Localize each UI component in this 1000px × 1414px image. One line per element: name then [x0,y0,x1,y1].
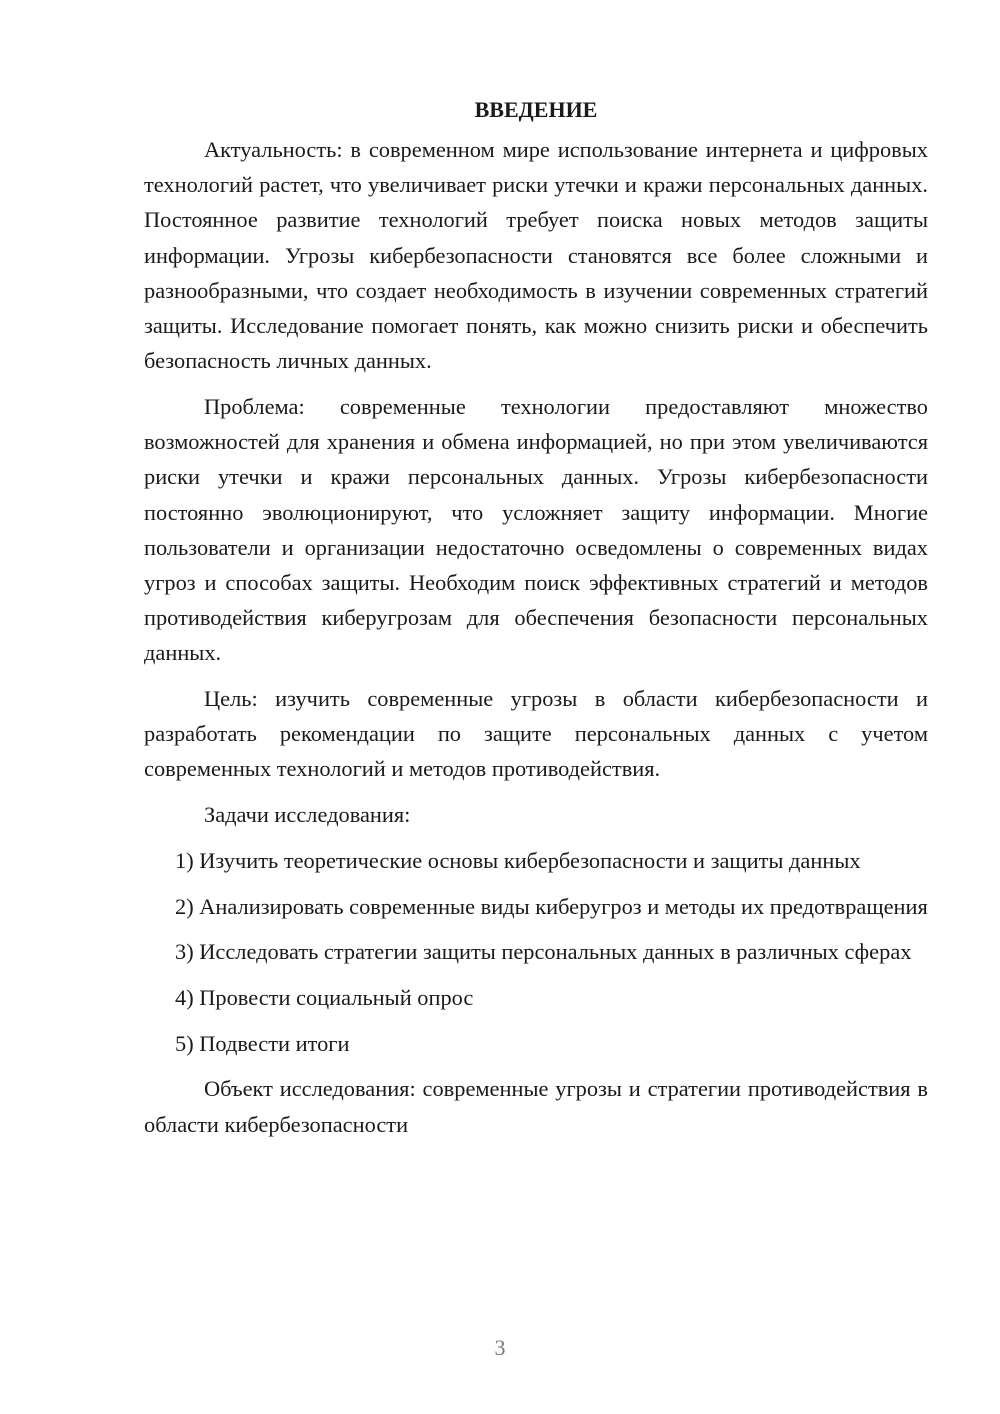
task-item: 2) Анализировать современные виды киберугроз и методы их предотвращения [175,893,928,919]
section-title: ВВЕДЕНИЕ [474,97,598,122]
task-item: 5) Подвести итоги [175,1030,350,1056]
paragraph-tasks-heading: Задачи исследования: [204,802,411,828]
paragraph-problem: Проблема: современные технологии предоставляют множество возможностей для хранения и обмена информацией, но при этом увеличиваются риски утечки и кражи персональных данных. Угрозы кибербезопасности постоянно эволюционируют, что усложняет защиту информации. Многие пользователи и организации недостаточно осведомлены о современных видах угроз и способах защиты. Необходим поиск эффективных стратегий и методов противодействия киберугрозам для обеспечения безопасности персональных данных. [144,393,928,666]
paragraph-relevance: Актуальность: в современном мире использование интернета и цифровых технологий растет, что увеличивает риски утечки и кражи персональных данных. Постоянное развитие технологий требует поиска новых методов защиты информации. Угрозы кибербезопасности становятся все более сложными и разнообразными, что создает необходимость в изучении современных стратегий защиты. Исследование помогает понять, как можно снизить риски и обеспечить безопасность личных данных. [144,137,928,374]
document-page [144,92,928,1152]
task-item: 4) Провести социальный опрос [175,984,474,1010]
page-number: 3 [494,1335,506,1360]
paragraph-goal: Цель: изучить современные угрозы в области кибербезопасности и разработать рекомендации по защите персональных данных с учетом современных технологий и методов противодействия. [144,686,928,782]
task-item: 3) Исследовать стратегии защиты персональных данных в различных сферах [175,939,912,965]
task-item: 1) Изучить теоретические основы кибербезопасности и защиты данных [175,847,861,873]
paragraph-object: Объект исследования: современные угрозы и стратегии противодействия в области кибербезопасности [144,1076,928,1137]
